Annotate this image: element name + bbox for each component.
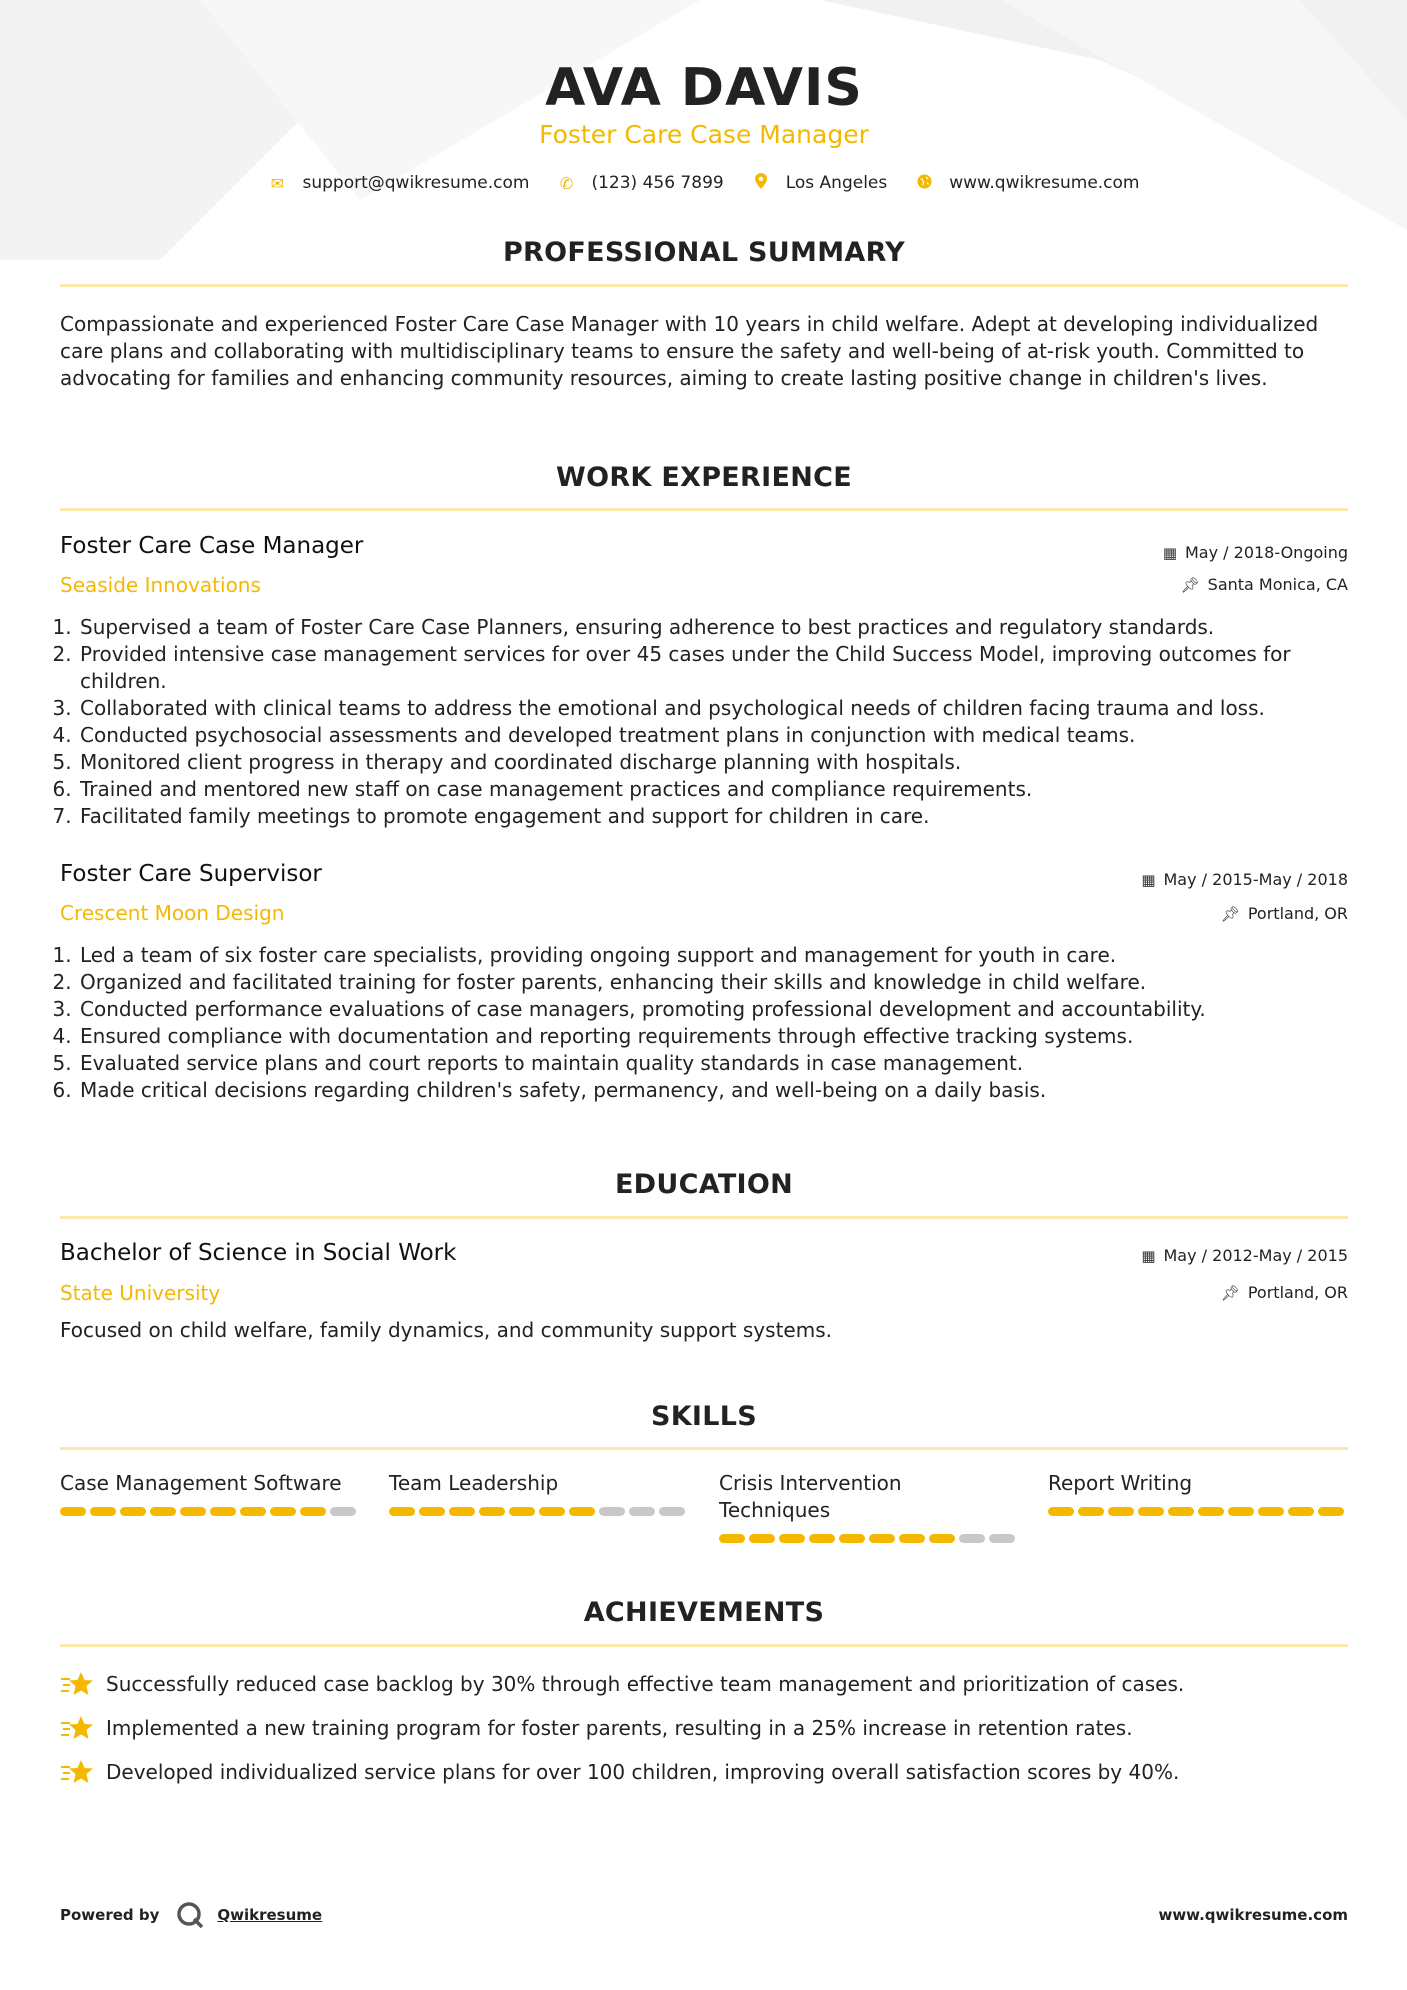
job-title: Foster Care Supervisor bbox=[60, 861, 322, 887]
skill-item bbox=[719, 1470, 1019, 1543]
rating-segment-filled bbox=[809, 1534, 835, 1543]
list-item: 2. Organized and facilitated training for foster parents, enhancing their skills and knowledge in child welfare. bbox=[78, 969, 1366, 996]
rating-segment-filled bbox=[929, 1534, 955, 1543]
section-divider bbox=[60, 1447, 1348, 1450]
rating-segment-filled bbox=[479, 1507, 505, 1516]
skill-name: Crisis Intervention Techniques bbox=[719, 1471, 902, 1522]
degree-title: Bachelor of Science in Social Work bbox=[60, 1240, 457, 1266]
education-date bbox=[1141, 1246, 1348, 1265]
rating-segment-filled bbox=[150, 1507, 176, 1516]
list-item: 3. Conducted performance evaluations of case managers, promoting professional development and accountability. bbox=[78, 996, 1366, 1023]
job-date-text: May / 2018-Ongoing bbox=[1185, 543, 1348, 562]
globe-icon bbox=[915, 174, 933, 193]
job-location-text: Portland, OR bbox=[1247, 904, 1348, 923]
list-item: 1. Led a team of six foster care specialists, providing ongoing support and management for youth in care. bbox=[78, 942, 1366, 969]
rating-segment-empty bbox=[989, 1534, 1015, 1543]
calendar-icon: ▦ bbox=[1141, 870, 1156, 889]
list-item: 7. Facilitated family meetings to promote engagement and support for children in care. bbox=[78, 803, 1366, 830]
skill-rating bbox=[389, 1507, 689, 1516]
contact-location bbox=[752, 173, 888, 193]
rating-segment-filled bbox=[300, 1507, 326, 1516]
star-icon bbox=[60, 1714, 94, 1742]
calendar-icon: ▦ bbox=[1162, 543, 1177, 562]
skill-item bbox=[60, 1470, 360, 1516]
rating-segment-filled bbox=[1288, 1507, 1314, 1516]
rating-segment-filled bbox=[509, 1507, 535, 1516]
rating-segment-filled bbox=[899, 1534, 925, 1543]
pin-icon: 📌︎ bbox=[1220, 904, 1240, 923]
rating-segment-empty bbox=[659, 1507, 685, 1516]
job-bullets bbox=[60, 614, 1366, 830]
rating-segment-filled bbox=[779, 1534, 805, 1543]
rating-segment-filled bbox=[719, 1534, 745, 1543]
section-divider bbox=[60, 1644, 1348, 1647]
rating-segment-filled bbox=[1258, 1507, 1284, 1516]
achievement-item bbox=[60, 1670, 1348, 1698]
education-heading: EDUCATION bbox=[614, 1169, 794, 1200]
rating-segment-filled bbox=[1168, 1507, 1194, 1516]
rating-segment-filled bbox=[389, 1507, 415, 1516]
skills-heading: SKILLS bbox=[650, 1401, 758, 1432]
achievement-text: Developed individualized service plans for over 100 children, improving overall satisfaction scores by 40%. bbox=[106, 1760, 1180, 1784]
job-location bbox=[1181, 575, 1348, 594]
rating-segment-filled bbox=[1228, 1507, 1254, 1516]
phone-icon: ✆ bbox=[559, 173, 574, 193]
rating-segment-filled bbox=[270, 1507, 296, 1516]
rating-segment-filled bbox=[1048, 1507, 1074, 1516]
rating-segment-filled bbox=[539, 1507, 565, 1516]
rating-segment-filled bbox=[210, 1507, 236, 1516]
education-location bbox=[1221, 1283, 1348, 1302]
skill-rating bbox=[1048, 1507, 1348, 1516]
job-bullets bbox=[60, 942, 1366, 1104]
achievement-text: Implemented a new training program for foster parents, resulting in a 25% increase in retention rates. bbox=[106, 1716, 1133, 1740]
job-company: Seaside Innovations bbox=[60, 573, 261, 597]
section-divider bbox=[60, 1216, 1348, 1219]
brand-link[interactable]: Qwikresume bbox=[217, 1906, 323, 1924]
envelope-icon: ✉ bbox=[270, 173, 285, 193]
footer-website-link[interactable]: www.qwikresume.com bbox=[1158, 1906, 1348, 1924]
skill-rating bbox=[719, 1534, 1019, 1543]
list-item: 4. Ensured compliance with documentation and reporting requirements through effective tracking systems. bbox=[78, 1023, 1366, 1050]
education-description: Focused on child welfare, family dynamics, and community support systems. bbox=[60, 1318, 832, 1342]
list-item: 5. Evaluated service plans and court reports to maintain quality standards in case management. bbox=[78, 1050, 1366, 1077]
contact-website[interactable] bbox=[915, 173, 1139, 193]
rating-segment-filled bbox=[1198, 1507, 1224, 1516]
section-divider bbox=[60, 284, 1348, 287]
education-location-text: Portland, OR bbox=[1247, 1283, 1348, 1302]
list-item: 6. Made critical decisions regarding children's safety, permanency, and well-being on a daily basis. bbox=[78, 1077, 1366, 1104]
list-item: 1. Supervised a team of Foster Care Case Planners, ensuring adherence to best practices and regulatory standards. bbox=[78, 614, 1366, 641]
skill-name: Team Leadership bbox=[389, 1471, 559, 1495]
phone-text: (123) 456 7899 bbox=[591, 173, 724, 193]
qwikresume-logo-icon bbox=[175, 1900, 205, 1930]
rating-segment-empty bbox=[599, 1507, 625, 1516]
rating-segment-filled bbox=[839, 1534, 865, 1543]
website-text: www.qwikresume.com bbox=[949, 173, 1140, 193]
rating-segment-filled bbox=[419, 1507, 445, 1516]
achievement-item bbox=[60, 1714, 1348, 1742]
rating-segment-empty bbox=[629, 1507, 655, 1516]
rating-segment-filled bbox=[60, 1507, 86, 1516]
calendar-icon: ▦ bbox=[1141, 1246, 1156, 1265]
rating-segment-filled bbox=[569, 1507, 595, 1516]
contact-bar bbox=[60, 173, 1348, 193]
skill-rating bbox=[60, 1507, 360, 1516]
rating-segment-filled bbox=[180, 1507, 206, 1516]
rating-segment-filled bbox=[1138, 1507, 1164, 1516]
skill-item bbox=[1048, 1470, 1348, 1516]
job-date bbox=[1163, 543, 1348, 562]
location-text: Los Angeles bbox=[785, 173, 888, 193]
footer-powered-by bbox=[60, 1900, 322, 1930]
contact-email[interactable] bbox=[269, 173, 530, 193]
pin-icon: 📌︎ bbox=[1180, 575, 1200, 594]
achievement-text: Successfully reduced case backlog by 30% through effective team management and prioritization of cases. bbox=[106, 1672, 1185, 1696]
rating-segment-empty bbox=[959, 1534, 985, 1543]
rating-segment-filled bbox=[120, 1507, 146, 1516]
star-icon bbox=[60, 1758, 94, 1786]
rating-segment-filled bbox=[1108, 1507, 1134, 1516]
star-icon bbox=[60, 1670, 94, 1698]
rating-segment-filled bbox=[869, 1534, 895, 1543]
list-item: 6. Trained and mentored new staff on case management practices and compliance requirements. bbox=[78, 776, 1366, 803]
summary-heading: PROFESSIONAL SUMMARY bbox=[502, 237, 906, 268]
achievement-item bbox=[60, 1758, 1348, 1786]
school-name: State University bbox=[60, 1281, 221, 1305]
rating-segment-filled bbox=[749, 1534, 775, 1543]
map-pin-icon bbox=[752, 173, 770, 193]
list-item: 4. Conducted psychosocial assessments and developed treatment plans in conjunction with medical teams. bbox=[78, 722, 1366, 749]
rating-segment-filled bbox=[90, 1507, 116, 1516]
education-date-text: May / 2012-May / 2015 bbox=[1163, 1246, 1348, 1265]
skill-name: Case Management Software bbox=[60, 1471, 342, 1495]
job-company: Crescent Moon Design bbox=[60, 901, 285, 925]
rating-segment-empty bbox=[330, 1507, 356, 1516]
rating-segment-filled bbox=[449, 1507, 475, 1516]
job-title: Foster Care Case Manager bbox=[60, 533, 364, 559]
experience-heading: WORK EXPERIENCE bbox=[556, 462, 852, 493]
contact-phone[interactable] bbox=[557, 173, 723, 193]
achievements-heading: ACHIEVEMENTS bbox=[583, 1597, 825, 1628]
list-item: 2. Provided intensive case management services for over 45 cases under the Child Success Model, improving outcomes for children. bbox=[78, 641, 1366, 695]
job-location bbox=[1221, 904, 1348, 923]
rating-segment-filled bbox=[1318, 1507, 1344, 1516]
job-location-text: Santa Monica, CA bbox=[1207, 575, 1348, 594]
list-item: 5. Monitored client progress in therapy and coordinated discharge planning with hospitals. bbox=[78, 749, 1366, 776]
pin-icon: 📌︎ bbox=[1220, 1283, 1240, 1302]
job-date bbox=[1141, 870, 1348, 889]
skill-name: Report Writing bbox=[1048, 1471, 1193, 1495]
summary-text: Compassionate and experienced Foster Care Case Manager with 10 years in child welfare. Adept at developing individualized care plans and collaborating with multidisciplinary teams to ensure the safety and well-being of at-risk youth. Committed to advocating for families and enhancing community resources, aiming to create lasting positive change in children's lives. bbox=[60, 312, 1319, 390]
rating-segment-filled bbox=[240, 1507, 266, 1516]
candidate-role: Foster Care Case Manager bbox=[539, 120, 869, 149]
section-divider bbox=[60, 508, 1348, 511]
email-text: support@qwikresume.com bbox=[302, 173, 530, 193]
skill-item bbox=[389, 1470, 689, 1516]
job-date-text: May / 2015-May / 2018 bbox=[1163, 870, 1348, 889]
list-item: 3. Collaborated with clinical teams to address the emotional and psychological needs of children facing trauma and loss. bbox=[78, 695, 1366, 722]
powered-by-label: Powered by bbox=[60, 1906, 160, 1924]
rating-segment-filled bbox=[1078, 1507, 1104, 1516]
skills-grid bbox=[60, 1470, 1348, 1560]
candidate-name: AVA DAVIS bbox=[545, 58, 863, 118]
